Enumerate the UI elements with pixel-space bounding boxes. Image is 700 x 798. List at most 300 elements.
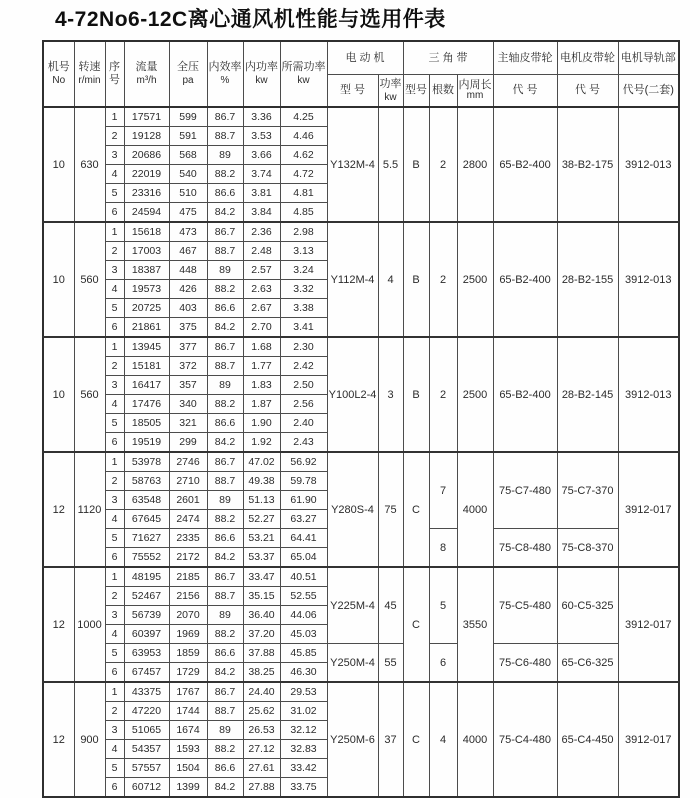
required-power-cell: 65.04	[280, 548, 327, 568]
efficiency-cell: 88.7	[207, 127, 243, 146]
power-cell: 2.70	[243, 318, 280, 338]
header-speed-line2: r/min	[78, 75, 101, 86]
fan-no-cell: 12	[43, 567, 74, 682]
pressure-cell: 1744	[169, 702, 207, 721]
table-header	[43, 41, 679, 107]
required-power-cell: 2.50	[280, 376, 327, 395]
belt-count-cell: 5	[429, 567, 457, 644]
flow-cell: 23316	[124, 184, 169, 203]
header-motor-power	[378, 75, 403, 108]
power-cell: 2.36	[243, 222, 280, 242]
page-title: 4-72No6-12C离心通风机性能与选用件表	[55, 8, 446, 31]
power-cell: 2.48	[243, 242, 280, 261]
fan-no-cell: 10	[43, 107, 74, 222]
header-machine-no	[43, 41, 74, 107]
belt-length-cell: 4000	[457, 452, 493, 567]
efficiency-cell: 88.2	[207, 510, 243, 529]
motor-power-cell: 45	[378, 567, 403, 644]
pressure-cell: 1504	[169, 759, 207, 778]
power-cell: 3.66	[243, 146, 280, 165]
pressure-cell: 2185	[169, 567, 207, 587]
pressure-cell: 473	[169, 222, 207, 242]
table-row	[43, 452, 679, 472]
required-power-cell: 2.40	[280, 414, 327, 433]
power-cell: 27.88	[243, 778, 280, 798]
flow-cell: 16417	[124, 376, 169, 395]
required-power-cell: 2.42	[280, 357, 327, 376]
required-power-cell: 2.30	[280, 337, 327, 357]
header-flow-line2: m³/h	[136, 75, 157, 86]
power-cell: 37.88	[243, 644, 280, 663]
efficiency-cell: 86.7	[207, 222, 243, 242]
power-cell: 1.87	[243, 395, 280, 414]
efficiency-cell: 86.7	[207, 337, 243, 357]
power-cell: 38.25	[243, 663, 280, 683]
header-seq-line1: 序	[109, 61, 120, 73]
header-speed-line1: 转速	[78, 61, 101, 73]
seq-cell: 4	[105, 740, 124, 759]
efficiency-cell: 86.7	[207, 107, 243, 127]
power-cell: 49.38	[243, 472, 280, 491]
header-pressure-line1: 全压	[177, 61, 199, 73]
main-pulley-code-cell: 75-C7-480	[493, 452, 557, 529]
header-required-power	[280, 41, 327, 107]
pressure-cell: 2335	[169, 529, 207, 548]
efficiency-cell: 88.7	[207, 357, 243, 376]
table-row	[43, 107, 679, 127]
flow-cell: 56739	[124, 606, 169, 625]
power-cell: 53.21	[243, 529, 280, 548]
power-cell: 3.74	[243, 165, 280, 184]
main-pulley-code-cell: 75-C6-480	[493, 644, 557, 683]
efficiency-cell: 89	[207, 146, 243, 165]
rail-code-cell: 3912-017	[618, 567, 679, 682]
flow-cell: 15181	[124, 357, 169, 376]
main-pulley-code-cell: 65-B2-400	[493, 222, 557, 337]
belt-length-cell: 2800	[457, 107, 493, 222]
required-power-cell: 61.90	[280, 491, 327, 510]
header-pressure	[169, 41, 207, 107]
header-belt-group: 三 角 带	[403, 41, 493, 75]
table-row	[43, 222, 679, 242]
required-power-cell: 2.56	[280, 395, 327, 414]
seq-cell: 5	[105, 529, 124, 548]
seq-cell: 6	[105, 318, 124, 338]
header-belt-model: 型号	[403, 75, 429, 108]
power-cell: 1.90	[243, 414, 280, 433]
header-machine-no-line1: 机号	[47, 61, 70, 73]
pressure-cell: 321	[169, 414, 207, 433]
efficiency-cell: 86.6	[207, 299, 243, 318]
flow-cell: 71627	[124, 529, 169, 548]
flow-cell: 18387	[124, 261, 169, 280]
power-cell: 2.57	[243, 261, 280, 280]
flow-cell: 54357	[124, 740, 169, 759]
motor-model-cell: Y112M-4	[327, 222, 378, 337]
motor-power-cell: 3	[378, 337, 403, 452]
header-rail-group: 电机导轨部	[618, 41, 679, 75]
required-power-cell: 3.32	[280, 280, 327, 299]
seq-cell: 1	[105, 337, 124, 357]
header-main-pulley-group: 主轴皮带轮	[493, 41, 557, 75]
seq-cell: 2	[105, 587, 124, 606]
main-pulley-code-cell: 75-C5-480	[493, 567, 557, 644]
power-cell: 3.53	[243, 127, 280, 146]
efficiency-cell: 84.2	[207, 663, 243, 683]
seq-cell: 3	[105, 721, 124, 740]
flow-cell: 48195	[124, 567, 169, 587]
flow-cell: 17571	[124, 107, 169, 127]
motor-power-cell: 5.5	[378, 107, 403, 222]
header-motor-pulley-group: 电机皮带轮	[557, 41, 618, 75]
power-cell: 33.47	[243, 567, 280, 587]
header-main-pulley-code: 代 号	[493, 75, 557, 108]
pressure-cell: 540	[169, 165, 207, 184]
power-cell: 3.36	[243, 107, 280, 127]
motor-model-cell: Y100L2-4	[327, 337, 378, 452]
pressure-cell: 2746	[169, 452, 207, 472]
belt-count-cell: 8	[429, 529, 457, 568]
header-belt-count: 根数	[429, 75, 457, 108]
pressure-cell: 426	[169, 280, 207, 299]
main-pulley-code-cell: 65-B2-400	[493, 337, 557, 452]
fan-no-cell: 12	[43, 452, 74, 567]
efficiency-cell: 88.7	[207, 242, 243, 261]
flow-cell: 75552	[124, 548, 169, 568]
header-flow-line1: 流量	[135, 61, 158, 73]
seq-cell: 3	[105, 261, 124, 280]
flow-cell: 19128	[124, 127, 169, 146]
seq-cell: 3	[105, 146, 124, 165]
motor-pulley-code-cell: 75-C8-370	[557, 529, 618, 568]
flow-cell: 21861	[124, 318, 169, 338]
seq-cell: 2	[105, 127, 124, 146]
motor-power-cell: 37	[378, 682, 403, 797]
pressure-cell: 299	[169, 433, 207, 453]
flow-cell: 58763	[124, 472, 169, 491]
required-power-cell: 31.02	[280, 702, 327, 721]
table-row	[43, 567, 679, 587]
seq-cell: 3	[105, 606, 124, 625]
header-seq-line2: 号	[109, 74, 120, 86]
efficiency-cell: 88.2	[207, 625, 243, 644]
efficiency-cell: 84.2	[207, 203, 243, 223]
flow-cell: 17476	[124, 395, 169, 414]
pressure-cell: 475	[169, 203, 207, 223]
speed-cell: 900	[74, 682, 105, 797]
required-power-cell: 4.85	[280, 203, 327, 223]
speed-cell: 560	[74, 337, 105, 452]
flow-cell: 52467	[124, 587, 169, 606]
motor-model-cell: Y280S-4	[327, 452, 378, 567]
pressure-cell: 1969	[169, 625, 207, 644]
speed-cell: 560	[74, 222, 105, 337]
power-cell: 37.20	[243, 625, 280, 644]
belt-model-cell: B	[403, 337, 429, 452]
required-power-cell: 3.38	[280, 299, 327, 318]
header-required-power-line2: kw	[297, 75, 310, 86]
required-power-cell: 40.51	[280, 567, 327, 587]
required-power-cell: 45.03	[280, 625, 327, 644]
header-power-line2: kw	[255, 75, 268, 86]
pressure-cell: 372	[169, 357, 207, 376]
required-power-cell: 46.30	[280, 663, 327, 683]
efficiency-cell: 86.7	[207, 682, 243, 702]
belt-model-cell: B	[403, 222, 429, 337]
seq-cell: 2	[105, 702, 124, 721]
rail-code-cell: 3912-017	[618, 682, 679, 797]
seq-cell: 5	[105, 759, 124, 778]
pressure-cell: 340	[169, 395, 207, 414]
required-power-cell: 4.72	[280, 165, 327, 184]
efficiency-cell: 88.2	[207, 740, 243, 759]
required-power-cell: 64.41	[280, 529, 327, 548]
rail-code-cell: 3912-013	[618, 107, 679, 222]
motor-pulley-code-cell: 60-C5-325	[557, 567, 618, 644]
power-cell: 2.63	[243, 280, 280, 299]
pressure-cell: 448	[169, 261, 207, 280]
main-pulley-code-cell: 75-C8-480	[493, 529, 557, 568]
belt-length-cell: 2500	[457, 222, 493, 337]
seq-cell: 4	[105, 625, 124, 644]
pressure-cell: 2601	[169, 491, 207, 510]
required-power-cell: 2.98	[280, 222, 327, 242]
seq-cell: 4	[105, 510, 124, 529]
main-pulley-code-cell: 65-B2-400	[493, 107, 557, 222]
seq-cell: 5	[105, 414, 124, 433]
performance-table	[42, 40, 680, 798]
efficiency-cell: 86.6	[207, 184, 243, 203]
efficiency-cell: 88.2	[207, 165, 243, 184]
power-cell: 25.62	[243, 702, 280, 721]
pressure-cell: 591	[169, 127, 207, 146]
efficiency-cell: 88.2	[207, 280, 243, 299]
efficiency-cell: 89	[207, 261, 243, 280]
efficiency-cell: 89	[207, 491, 243, 510]
seq-cell: 6	[105, 663, 124, 683]
flow-cell: 20686	[124, 146, 169, 165]
seq-cell: 1	[105, 222, 124, 242]
seq-cell: 1	[105, 682, 124, 702]
power-cell: 35.15	[243, 587, 280, 606]
header-power-line1: 内功率	[245, 61, 278, 73]
belt-model-cell: C	[403, 682, 429, 797]
pressure-cell: 1767	[169, 682, 207, 702]
required-power-cell: 4.81	[280, 184, 327, 203]
required-power-cell: 52.55	[280, 587, 327, 606]
flow-cell: 51065	[124, 721, 169, 740]
required-power-cell: 3.13	[280, 242, 327, 261]
pressure-cell: 375	[169, 318, 207, 338]
main-pulley-code-cell: 75-C4-480	[493, 682, 557, 797]
seq-cell: 2	[105, 357, 124, 376]
power-cell: 1.68	[243, 337, 280, 357]
header-required-power-line1: 所需功率	[281, 61, 326, 73]
efficiency-cell: 89	[207, 721, 243, 740]
seq-cell: 5	[105, 299, 124, 318]
header-motor-power-line2: kw	[384, 91, 397, 103]
rail-code-cell: 3912-013	[618, 337, 679, 452]
table-row	[43, 644, 679, 663]
efficiency-cell: 88.7	[207, 472, 243, 491]
fan-no-cell: 10	[43, 222, 74, 337]
motor-model-cell: Y250M-4	[327, 644, 378, 683]
pressure-cell: 403	[169, 299, 207, 318]
belt-count-cell: 4	[429, 682, 457, 797]
efficiency-cell: 86.6	[207, 529, 243, 548]
belt-count-cell: 2	[429, 107, 457, 222]
seq-cell: 6	[105, 548, 124, 568]
header-seq	[105, 41, 124, 107]
table-body	[43, 107, 679, 797]
power-cell: 1.83	[243, 376, 280, 395]
motor-pulley-code-cell: 38-B2-175	[557, 107, 618, 222]
power-cell: 36.40	[243, 606, 280, 625]
power-cell: 27.61	[243, 759, 280, 778]
motor-model-cell: Y250M-6	[327, 682, 378, 797]
efficiency-cell: 86.7	[207, 567, 243, 587]
required-power-cell: 29.53	[280, 682, 327, 702]
belt-count-cell: 7	[429, 452, 457, 529]
seq-cell: 4	[105, 280, 124, 299]
header-motor-power-line1: 功率	[379, 77, 402, 90]
header-belt-length-line1: 内周长	[458, 79, 492, 91]
header-motor-group: 电 动 机	[327, 41, 403, 75]
seq-cell: 2	[105, 242, 124, 261]
power-cell: 52.27	[243, 510, 280, 529]
motor-pulley-code-cell: 75-C7-370	[557, 452, 618, 529]
efficiency-cell: 84.2	[207, 548, 243, 568]
seq-cell: 6	[105, 203, 124, 223]
required-power-cell: 59.78	[280, 472, 327, 491]
header-machine-no-line2: No	[52, 75, 66, 86]
header-rail-code: 代号(二套)	[618, 75, 679, 108]
header-efficiency-line2: %	[220, 75, 230, 86]
seq-cell: 2	[105, 472, 124, 491]
belt-model-cell: B	[403, 107, 429, 222]
pressure-cell: 2070	[169, 606, 207, 625]
motor-power-cell: 75	[378, 452, 403, 567]
pressure-cell: 2172	[169, 548, 207, 568]
required-power-cell: 4.62	[280, 146, 327, 165]
fan-no-cell: 12	[43, 682, 74, 797]
flow-cell: 67457	[124, 663, 169, 683]
rail-code-cell: 3912-017	[618, 452, 679, 567]
required-power-cell: 2.43	[280, 433, 327, 453]
flow-cell: 53978	[124, 452, 169, 472]
flow-cell: 15618	[124, 222, 169, 242]
power-cell: 3.81	[243, 184, 280, 203]
pressure-cell: 568	[169, 146, 207, 165]
seq-cell: 3	[105, 376, 124, 395]
flow-cell: 19573	[124, 280, 169, 299]
header-motor-pulley-code: 代 号	[557, 75, 618, 108]
seq-cell: 1	[105, 452, 124, 472]
power-cell: 51.13	[243, 491, 280, 510]
seq-cell: 6	[105, 433, 124, 453]
required-power-cell: 33.42	[280, 759, 327, 778]
seq-cell: 5	[105, 184, 124, 203]
belt-count-cell: 2	[429, 222, 457, 337]
power-cell: 1.92	[243, 433, 280, 453]
belt-model-cell: C	[403, 567, 429, 682]
flow-cell: 18505	[124, 414, 169, 433]
power-cell: 3.84	[243, 203, 280, 223]
motor-power-cell: 4	[378, 222, 403, 337]
belt-count-cell: 2	[429, 337, 457, 452]
belt-count-cell: 6	[429, 644, 457, 683]
speed-cell: 1000	[74, 567, 105, 682]
efficiency-cell: 84.2	[207, 778, 243, 798]
flow-cell: 67645	[124, 510, 169, 529]
flow-cell: 60397	[124, 625, 169, 644]
pressure-cell: 510	[169, 184, 207, 203]
motor-pulley-code-cell: 28-B2-145	[557, 337, 618, 452]
pressure-cell: 2474	[169, 510, 207, 529]
required-power-cell: 32.12	[280, 721, 327, 740]
efficiency-cell: 88.7	[207, 587, 243, 606]
flow-cell: 43375	[124, 682, 169, 702]
efficiency-cell: 86.7	[207, 452, 243, 472]
seq-cell: 5	[105, 644, 124, 663]
header-speed	[74, 41, 105, 107]
flow-cell: 60712	[124, 778, 169, 798]
header-flow	[124, 41, 169, 107]
flow-cell: 19519	[124, 433, 169, 453]
power-cell: 53.37	[243, 548, 280, 568]
power-cell: 26.53	[243, 721, 280, 740]
efficiency-cell: 89	[207, 376, 243, 395]
motor-pulley-code-cell: 65-C6-325	[557, 644, 618, 683]
required-power-cell: 33.75	[280, 778, 327, 798]
power-cell: 47.02	[243, 452, 280, 472]
required-power-cell: 4.46	[280, 127, 327, 146]
pressure-cell: 1859	[169, 644, 207, 663]
power-cell: 24.40	[243, 682, 280, 702]
flow-cell: 63548	[124, 491, 169, 510]
pressure-cell: 2156	[169, 587, 207, 606]
motor-power-cell: 55	[378, 644, 403, 683]
motor-model-cell: Y225M-4	[327, 567, 378, 644]
required-power-cell: 3.41	[280, 318, 327, 338]
power-cell: 27.12	[243, 740, 280, 759]
seq-cell: 3	[105, 491, 124, 510]
speed-cell: 630	[74, 107, 105, 222]
flow-cell: 17003	[124, 242, 169, 261]
fan-no-cell: 10	[43, 337, 74, 452]
header-pressure-line2: pa	[182, 75, 194, 86]
efficiency-cell: 84.2	[207, 433, 243, 453]
required-power-cell: 3.24	[280, 261, 327, 280]
power-cell: 1.77	[243, 357, 280, 376]
efficiency-cell: 89	[207, 606, 243, 625]
header-belt-length-line2: mm	[466, 90, 484, 101]
header-efficiency	[207, 41, 243, 107]
rail-code-cell: 3912-013	[618, 222, 679, 337]
required-power-cell: 45.85	[280, 644, 327, 663]
flow-cell: 24594	[124, 203, 169, 223]
required-power-cell: 63.27	[280, 510, 327, 529]
table-row	[43, 682, 679, 702]
flow-cell: 47220	[124, 702, 169, 721]
flow-cell: 20725	[124, 299, 169, 318]
flow-cell: 13945	[124, 337, 169, 357]
pressure-cell: 1593	[169, 740, 207, 759]
belt-length-cell: 3550	[457, 567, 493, 682]
required-power-cell: 4.25	[280, 107, 327, 127]
flow-cell: 63953	[124, 644, 169, 663]
flow-cell: 22019	[124, 165, 169, 184]
